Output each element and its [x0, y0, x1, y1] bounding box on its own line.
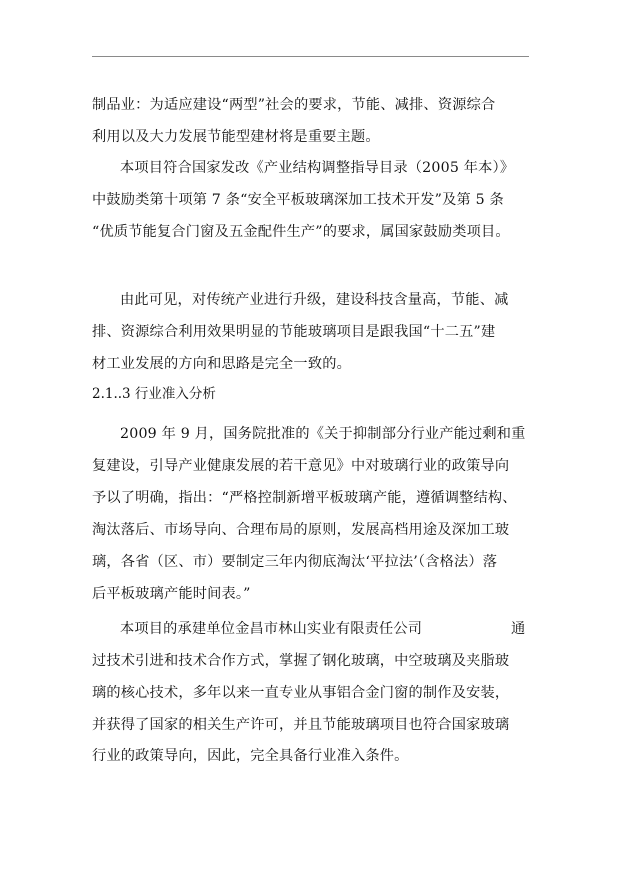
paragraph-4-line-3: 予以了明确，指出：“严格控制新增平板玻璃产能，遵循调整结构、 [92, 490, 517, 506]
header-rule [92, 56, 529, 57]
paragraph-3-line-3: 材工业发展的方向和思路是完全一致的。 [92, 356, 351, 372]
paragraph-5-line-3: 璃的核心技术，多年以来一直专业从事铝合金门窗的制作及安装， [92, 685, 510, 701]
paragraph-2-line-2: 中鼓励类第十项第 7 条“安全平板玻璃深加工技术开发”及第 5 条 [92, 192, 504, 208]
paragraph-1-line-2: 利用以及大力发展节能型建材将是重要主题。 [92, 129, 380, 145]
paragraph-2-line-3: “优质节能复合门窗及五金配件生产”的要求，属国家鼓励类项目。 [92, 224, 510, 240]
paragraph-1-line-1: 制品业：为适应建设“两型”社会的要求，节能、减排、资源综合 [92, 97, 496, 113]
paragraph-4-line-6: 后平板玻璃产能时间表。” [92, 586, 251, 602]
paragraph-2-line-1: 本项目符合国家发改《产业结构调整指导目录（2005 年本）》 [120, 160, 515, 176]
paragraph-4-line-1: 2009 年 9 月，国务院批准的《关于抑制部分行业产能过剩和重 [120, 426, 526, 442]
paragraph-5-line-1-end: 通 [511, 621, 526, 637]
paragraph-4-line-4: 淘汰落后、市场导向、合理布局的原则，发展高档用途及深加工玻 [92, 522, 510, 538]
paragraph-4-line-5: 璃，各省（区、市）要制定三年内彻底淘汰‘平拉法’（含格法）落 [92, 554, 498, 570]
paragraph-5-line-2: 过技术引进和技术合作方式，掌握了钢化玻璃，中空玻璃及夹脂玻 [92, 653, 510, 669]
paragraph-5-line-4: 并获得了国家的相关生产许可，并且节能玻璃项目也符合国家玻璃 [92, 717, 510, 733]
section-heading: 2.1..3 行业准入分析 [92, 386, 216, 402]
paragraph-3-line-2: 排、资源综合利用效果明显的节能玻璃项目是跟我国“十二五”建 [92, 324, 496, 340]
paragraph-5-line-5: 行业的政策导向，因此，完全具备行业准入条件。 [92, 748, 409, 764]
paragraph-4-line-2: 复建设，引导产业健康发展的若干意见》中对玻璃行业的政策导向 [92, 458, 510, 474]
paragraph-5-line-1: 本项目的承建单位金昌市林山实业有限责任公司 [120, 621, 423, 637]
paragraph-3-line-1: 由此可见，对传统产业进行升级，建设科技含量高，节能、减 [120, 292, 509, 308]
